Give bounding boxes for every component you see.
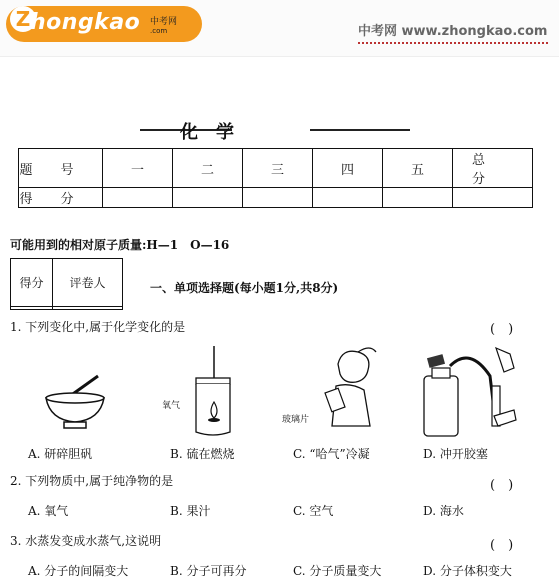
score-row-label: 得分 [19, 188, 103, 208]
question-1-answer-paren[interactable]: ( ) [490, 322, 514, 337]
question-2-option-c[interactable]: C. 空气 [293, 504, 334, 518]
question-3-stem: 3. 水蒸发变成水蒸气,这说明 [10, 534, 162, 548]
score-value-row [19, 188, 533, 208]
question-3-option-b[interactable]: B. 分子可再分 [170, 564, 247, 578]
question-3-option-d[interactable]: D. 分子体积变大 [423, 564, 512, 578]
grader-label: 评卷人 [53, 259, 123, 307]
grader-score-cell[interactable] [11, 307, 53, 310]
logo-subtitle: 中考网 [150, 17, 178, 27]
score-table [18, 148, 533, 208]
question-3-answer-paren[interactable]: ( ) [490, 538, 514, 553]
logo-domain: .com [150, 27, 168, 35]
score-cell[interactable] [383, 188, 453, 208]
score-cell[interactable] [313, 188, 383, 208]
question-1-option-a[interactable]: A. 研碎胆矾 [28, 447, 93, 461]
score-header-cell: 一 [103, 149, 173, 188]
logo-letter: Z [10, 6, 36, 32]
site-url[interactable]: 中考网 www.zhongkao.com [358, 24, 548, 39]
stopper-popping-figure [410, 346, 530, 441]
question-2-answer-paren[interactable]: ( ) [490, 478, 514, 493]
question-3-option-a[interactable]: A. 分子的间隔变大 [28, 564, 129, 578]
score-header-cell: 总分 [453, 149, 533, 188]
logo-text: hongkao [30, 10, 141, 35]
question-2-option-a[interactable]: A. 氧气 [28, 504, 69, 518]
score-cell[interactable] [173, 188, 243, 208]
glass-plate-label: 玻璃片 [282, 415, 310, 425]
atomic-mass-note: 可能用到的相对原子质量:H—1 O—16 [10, 238, 230, 252]
question-1-option-d[interactable]: D. 冲开胶塞 [423, 447, 488, 461]
sulfur-burning-figure [190, 346, 240, 438]
question-2-option-b[interactable]: B. 果汁 [170, 504, 211, 518]
score-header-cell: 题号 [19, 149, 103, 188]
score-header-row [19, 149, 533, 188]
score-header-cell: 二 [173, 149, 243, 188]
score-header-cell: 三 [243, 149, 313, 188]
grader-name-cell[interactable] [53, 307, 123, 310]
score-cell[interactable] [243, 188, 313, 208]
girl-breathing-figure [320, 346, 380, 438]
grader-table [10, 258, 123, 310]
title-rule-right [310, 129, 410, 131]
question-1-option-c[interactable]: C. “哈气”冷凝 [293, 447, 370, 461]
mortar-pestle-figure [40, 372, 110, 432]
score-header-cell: 五 [383, 149, 453, 188]
score-header-cell: 四 [313, 149, 383, 188]
question-1-option-b[interactable]: B. 硫在燃烧 [170, 447, 235, 461]
oxygen-label: 氧气 [162, 401, 181, 411]
question-2-stem: 2. 下列物质中,属于纯净物的是 [10, 474, 174, 488]
grader-score-label: 得分 [11, 259, 53, 307]
url-underline [358, 40, 548, 44]
page-title: 化学 [180, 122, 252, 143]
question-2-option-d[interactable]: D. 海水 [423, 504, 464, 518]
question-3-option-c[interactable]: C. 分子质量变大 [293, 564, 382, 578]
score-cell[interactable] [103, 188, 173, 208]
question-1-stem: 1. 下列变化中,属于化学变化的是 [10, 320, 186, 334]
score-cell[interactable] [453, 188, 533, 208]
section-title: 一、单项选择题(每小题1分,共8分) [150, 281, 339, 295]
